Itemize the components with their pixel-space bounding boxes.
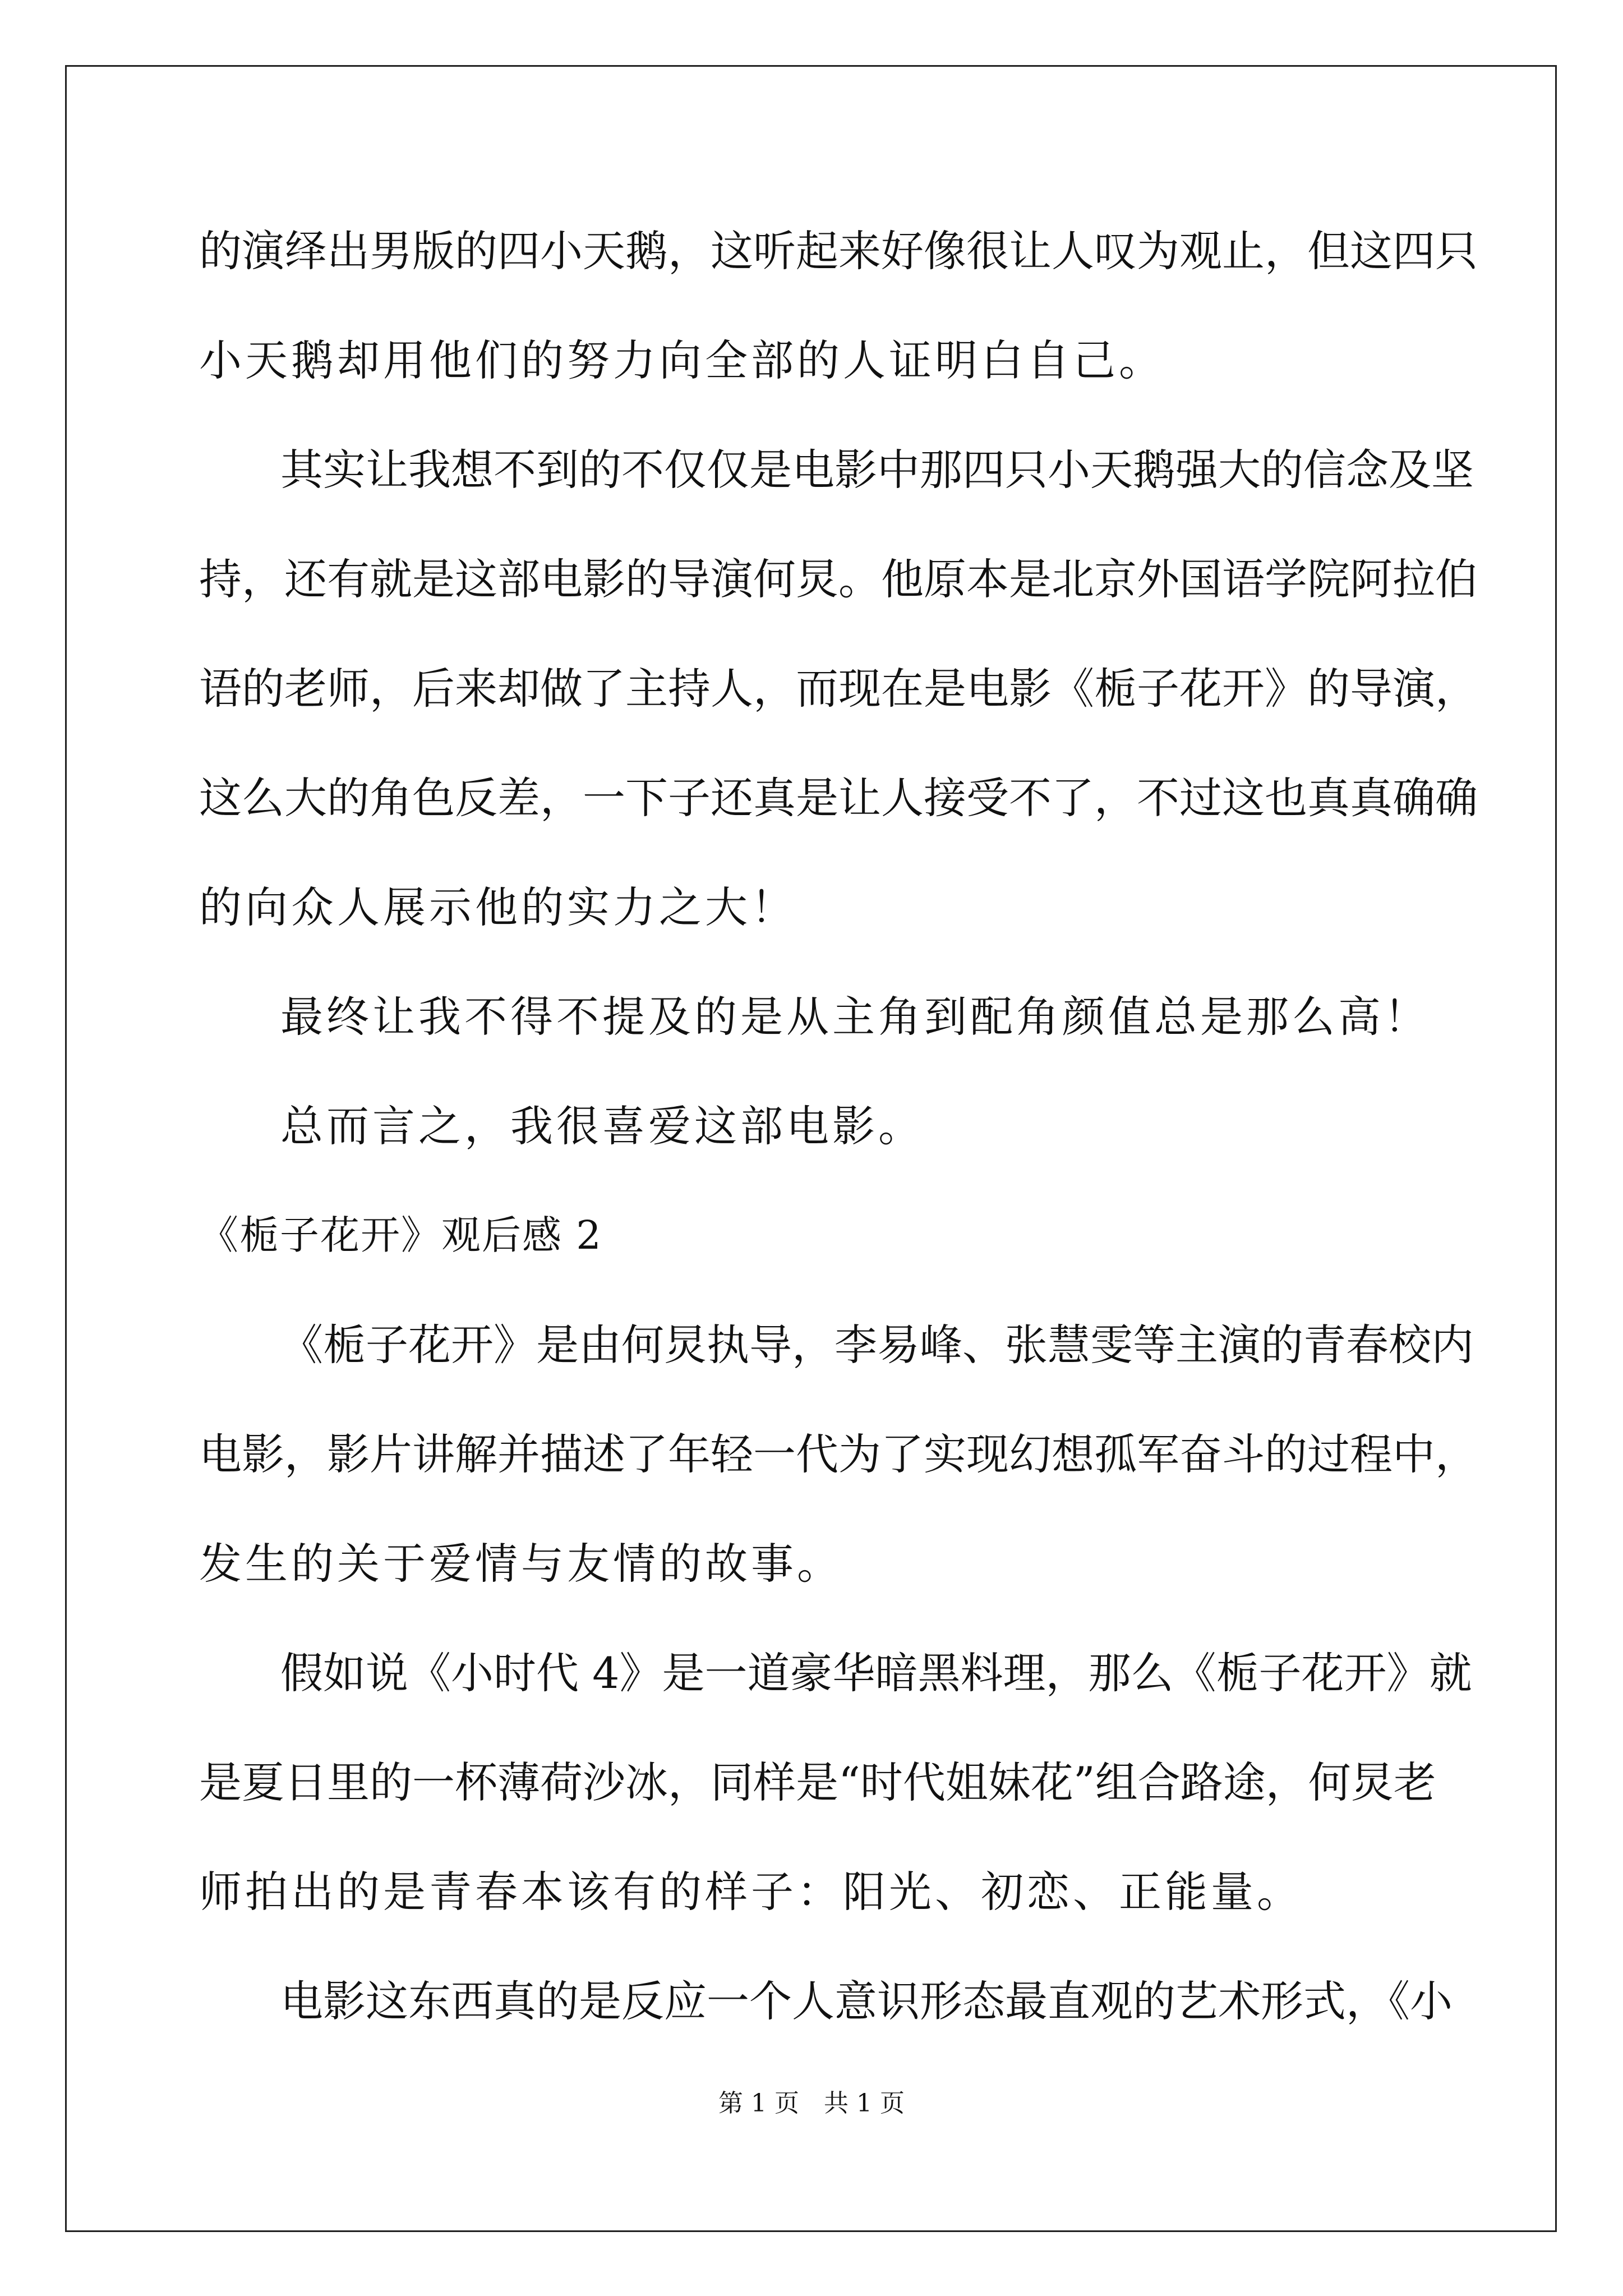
paragraph-line: 总而言之，我很喜爱这部电影。 [280, 1101, 924, 1151]
paragraph-line: 的向众人展示他的实力之大！ [199, 882, 797, 932]
paragraph-line: 最终让我不得不提及的是从主角到配角颜值总是那么高！ [280, 992, 1430, 1042]
paragraph-line: 小天鹅却用他们的努力向全部的人证明白自己。 [199, 335, 1165, 385]
paragraph-line: 电影，影片讲解并描述了年轻一代为了实现幻想孤军奋斗的过程中， [199, 1429, 1478, 1479]
document-body [199, 196, 1478, 2056]
section-heading: 《栀子花开》观后感 2 [199, 1212, 602, 1258]
paragraph-line: 这么大的角色反差，一下子还真是让人接受不了，不过这也真真确确 [199, 773, 1478, 823]
paragraph-line: 假如说《小时代 4》是一道豪华暗黑料理，那么《栀子花开》就 [280, 1648, 1472, 1698]
paragraph-line: 语的老师，后来却做了主持人，而现在是电影《栀子花开》的导演， [199, 664, 1478, 714]
paragraph-line: 发生的关于爱情与友情的故事。 [199, 1539, 843, 1589]
paragraph-line: 电影这东西真的是反应一个人意识形态最直观的艺术形式，《小 [280, 1976, 1453, 2026]
paragraph-line: 其实让我想不到的不仅仅是电影中那四只小天鹅强大的信念及坚 [280, 445, 1474, 495]
paragraph-line: 的演绎出男版的四小天鹅，这听起来好像很让人叹为观止，但这四只 [199, 226, 1478, 276]
paragraph-line: 持，还有就是这部电影的导演何炅。他原本是北京外国语学院阿拉伯 [199, 554, 1478, 604]
paragraph-line: 《栀子花开》是由何炅执导，李易峰、张慧雯等主演的青春校内 [280, 1320, 1474, 1370]
paragraph-line: 是夏日里的一杯薄荷沙冰，同样是“时代姐妹花”组合路途，何炅老 [199, 1757, 1436, 1807]
page-number-footer: 第 1 页 共 1 页 [718, 2089, 905, 2118]
paragraph-line: 师拍出的是青春本该有的样子：阳光、初恋、正能量。 [199, 1867, 1303, 1917]
